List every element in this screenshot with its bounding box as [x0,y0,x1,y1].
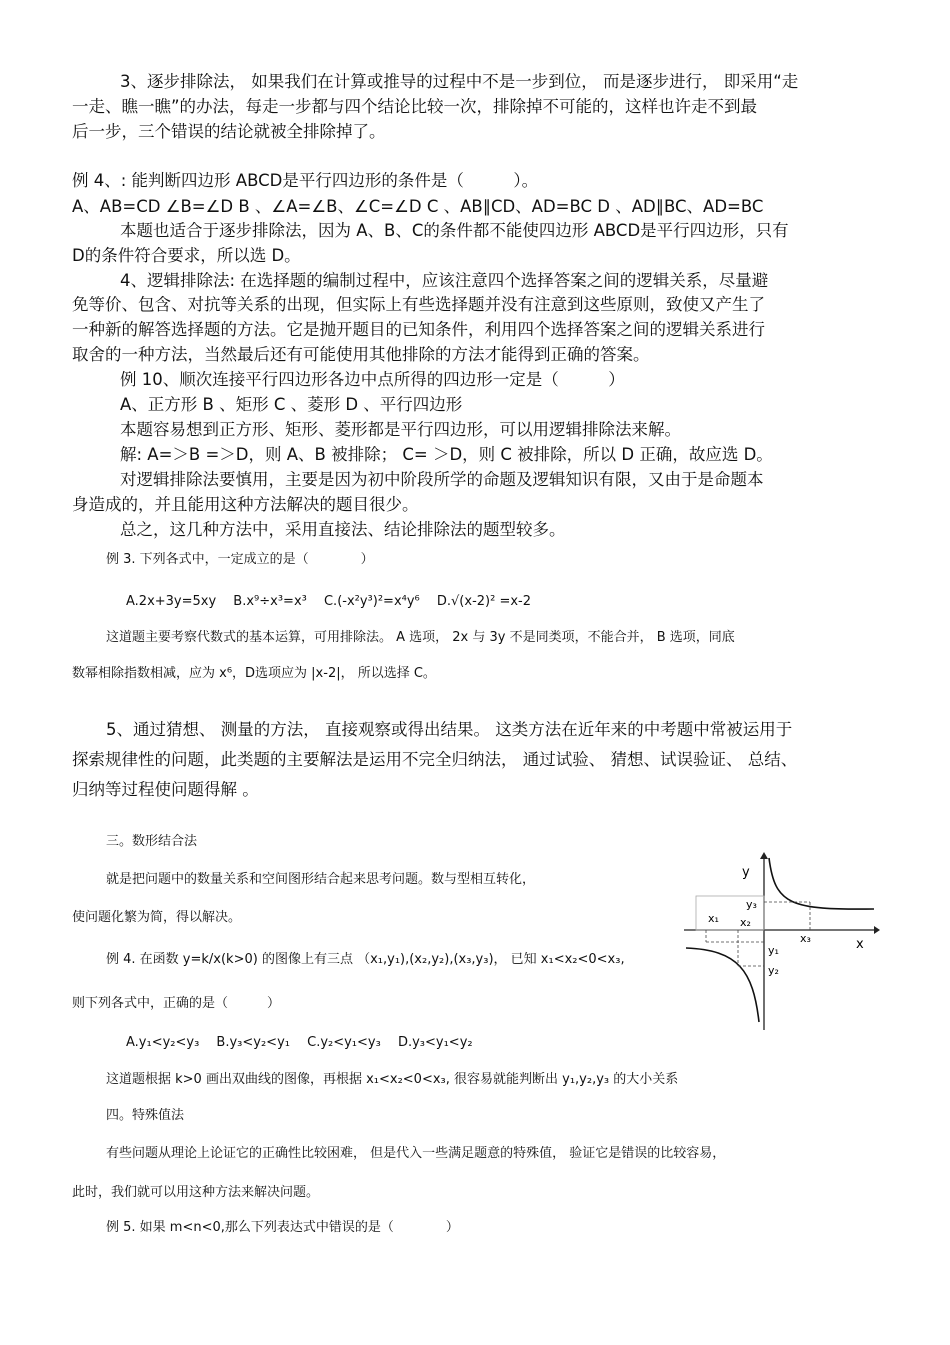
label-x3: x₃ [800,932,811,945]
text-line: 例 3. 下列各式中，一定成立的是（ ） [106,552,374,567]
text-line: 例 4、: 能判断四边形 ABCD是平行四边形的条件是（ ）。 [72,171,539,190]
text-line: 解: A=＞B =＞D，则 A、B 被排除； C= ＞D，则 C 被排除，所以 D 正确，故应选 D。 [120,445,773,464]
label-y3: y₃ [746,898,757,911]
text-line: 则下列各式中，正确的是（ ） [72,996,281,1011]
math-options: A.2x+3y=5xy B.x⁹÷x³=x³ C.(-x²y³)²=x⁴y⁶ D.√(x-2)² =x-2 [126,594,531,609]
text-line: 这道题主要考察代数式的基本运算，可用排除法。 A 选项， 2x 与 3y 不是同类项，不能合并， B 选项，同底 [106,630,735,645]
hyperbola-graph [680,850,880,1035]
text-line: 5、通过猜想、 测量的方法， 直接观察或得出结果。 这类方法在近年来的中考题中常被运用于 [106,720,793,739]
y-axis-arrow [760,852,768,859]
text-line: 一走、瞧一瞧”的办法，每走一步都与四个结论比较一次，排除掉不可能的，这样也许走不到最 [72,97,758,116]
text-line: 探索规律性的问题，此类题的主要解法是运用不完全归纳法， 通过试验、 猜想、试误验证、 总结、 [72,750,798,769]
text-line: 这道题根据 k>0 画出双曲线的图像，再根据 x₁<x₂<0<x₃, 很容易就能判断出 y₁,y₂,y₃ 的大小关系 [106,1072,679,1087]
text-line: 4、逻辑排除法: 在选择题的编制过程中，应该注意四个选择答案之间的逻辑关系，尽量避 [120,271,769,290]
x-axis-arrow [874,926,880,934]
text-line: 一种新的解答选择题的方法。它是抛开题目的已知条件，利用四个选择答案之间的逻辑关系进行 [72,320,765,339]
text-line: 取舍的一种方法，当然最后还有可能使用其他排除的方法才能得到正确的答案。 [72,345,650,364]
text-line: 例 10、顺次连接平行四边形各边中点所得的四边形一定是（ ） [120,370,625,389]
hyperbola-branch-right [769,858,874,909]
label-x: x [856,937,864,952]
text-line: 使问题化繁为简，得以解决。 [72,910,242,925]
text-line: A、AB=CD ∠B=∠D B 、∠A=∠B、∠C=∠D C 、AB∥CD、AD=BC D 、AD∥BC、AD=BC [72,197,764,216]
label-x2: x₂ [740,916,751,929]
math-options: A.y₁<y₂<y₃ B.y₃<y₂<y₁ C.y₂<y₁<y₃ D.y₃<y₁<y₂ [126,1035,473,1050]
label-x1: x₁ [708,912,719,925]
text-line: 归纳等过程使问题得解 。 [72,780,259,799]
label-y2: y₂ [768,964,779,977]
text-line: 总之，这几种方法中，采用直接法、结论排除法的题型较多。 [120,520,566,539]
label-y1: y₁ [768,944,779,957]
text-line: 后一步，三个错误的结论就被全排除掉了。 [72,122,386,141]
hyperbola-branch-left [686,948,759,1022]
text-line: 对逻辑排除法要慎用，主要是因为初中阶段所学的命题及逻辑知识有限，又由于是命题本 [120,470,764,489]
text-line: 身造成的，并且能用这种方法解决的题目很少。 [72,495,419,514]
text-line: 本题容易想到正方形、矩形、菱形都是平行四边形，可以用逻辑排除法来解。 [120,420,681,439]
text-line: A、正方形 B 、矩形 C 、菱形 D 、平行四边形 [120,395,463,414]
text-line: 此时，我们就可以用这种方法来解决问题。 [72,1185,320,1200]
text-line: 就是把问题中的数量关系和空间图形结合起来思考问题。数与型相互转化， [106,872,536,887]
text-line: 有些问题从理论上论证它的正确性比较困难， 但是代入一些满足题意的特殊值， 验证它是错误的比较容易， [106,1146,726,1161]
text-line: 本题也适合于逐步排除法，因为 A、B、C的条件都不能使四边形 ABCD是平行四边形，只有 [120,221,789,240]
text-line: D的条件符合要求，所以选 D。 [72,246,301,265]
section-heading: 四。特殊值法 [106,1108,185,1123]
text-line: 3、逐步排除法， 如果我们在计算或推导的过程中不是一步到位， 而是逐步进行， 即采用“走 [120,72,799,91]
text-line: 免等价、包含、对抗等关系的出现，但实际上有些选择题并没有注意到这些原则，致使又产生了 [72,295,765,314]
text-line: 例 4. 在函数 y=k/x(k>0) 的图像上有三点 （x₁,y₁),(x₂,y₂),(x₃,y₃)， 已知 x₁<x₂<0<x₃, [106,952,625,967]
text-line: 例 5. 如果 m<n<0,那么下列表达式中错误的是（ ） [106,1220,459,1235]
label-y: y [742,865,750,880]
section-heading: 三。数形结合法 [106,834,198,849]
text-line: 数幂相除指数相减，应为 x⁶，D选项应为 |x-2|， 所以选择 C。 [72,666,436,681]
